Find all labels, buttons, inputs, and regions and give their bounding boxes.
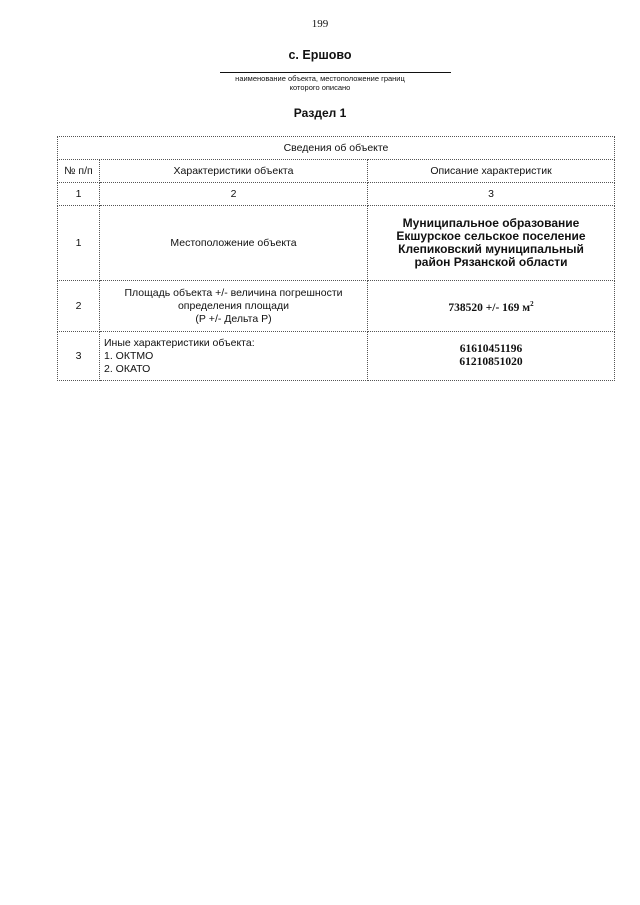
object-caption bbox=[0, 74, 640, 92]
okato-value: 61210851020 bbox=[459, 356, 523, 368]
column-numbers-row bbox=[58, 183, 615, 206]
area-unit-exponent: 2 bbox=[530, 299, 534, 308]
characteristic-line: определения площади bbox=[177, 299, 290, 312]
table-row bbox=[58, 332, 615, 381]
row-description bbox=[368, 206, 615, 281]
column-number: 3 bbox=[368, 183, 615, 206]
column-number: 1 bbox=[58, 183, 100, 206]
row-number: 3 bbox=[58, 332, 100, 381]
characteristic-line: 2. ОКАТО bbox=[104, 362, 151, 375]
row-description bbox=[368, 332, 615, 381]
row-characteristic bbox=[100, 332, 368, 381]
table-row bbox=[58, 281, 615, 332]
characteristic-line: Иные характеристики объекта: bbox=[104, 336, 255, 349]
name-underline bbox=[220, 72, 451, 73]
table-header: Сведения об объекте bbox=[58, 137, 615, 160]
object-info-table bbox=[57, 136, 615, 381]
table-header-row bbox=[58, 137, 615, 160]
column-number: 2 bbox=[100, 183, 368, 206]
row-characteristic bbox=[100, 281, 368, 332]
row-number: 2 bbox=[58, 281, 100, 332]
oktmo-value: 61610451196 bbox=[459, 343, 523, 355]
row-characteristic: Местоположение объекта bbox=[100, 206, 368, 281]
caption-line-2: которого описано bbox=[289, 83, 351, 92]
characteristic-line: 1. ОКТМО bbox=[104, 349, 154, 362]
column-header-number: № п/п bbox=[58, 160, 100, 183]
table-row bbox=[58, 206, 615, 281]
section-title: Раздел 1 bbox=[293, 106, 347, 120]
description-line: Муниципальное образование bbox=[402, 216, 580, 230]
column-header-characteristic: Характеристики объекта bbox=[100, 160, 368, 183]
column-headers-row bbox=[58, 160, 615, 183]
description-line: Екшурское сельское поселение bbox=[396, 229, 586, 243]
characteristic-line: (Р +/- Дельта Р) bbox=[195, 312, 272, 325]
characteristic-line: Площадь объекта +/- величина погрешности bbox=[124, 286, 343, 299]
description-line: Клепиковский муниципальный bbox=[398, 242, 584, 256]
row-number: 1 bbox=[58, 206, 100, 281]
area-value: 738520 +/- 169 м bbox=[448, 301, 531, 314]
row-description bbox=[368, 281, 615, 332]
page-number: 199 bbox=[311, 18, 329, 30]
description-line: район Рязанской области bbox=[414, 255, 568, 269]
object-name: с. Ершово bbox=[288, 48, 352, 62]
column-header-description: Описание характеристик bbox=[368, 160, 615, 183]
caption-line-1: наименование объекта, местоположение границ bbox=[235, 74, 405, 83]
